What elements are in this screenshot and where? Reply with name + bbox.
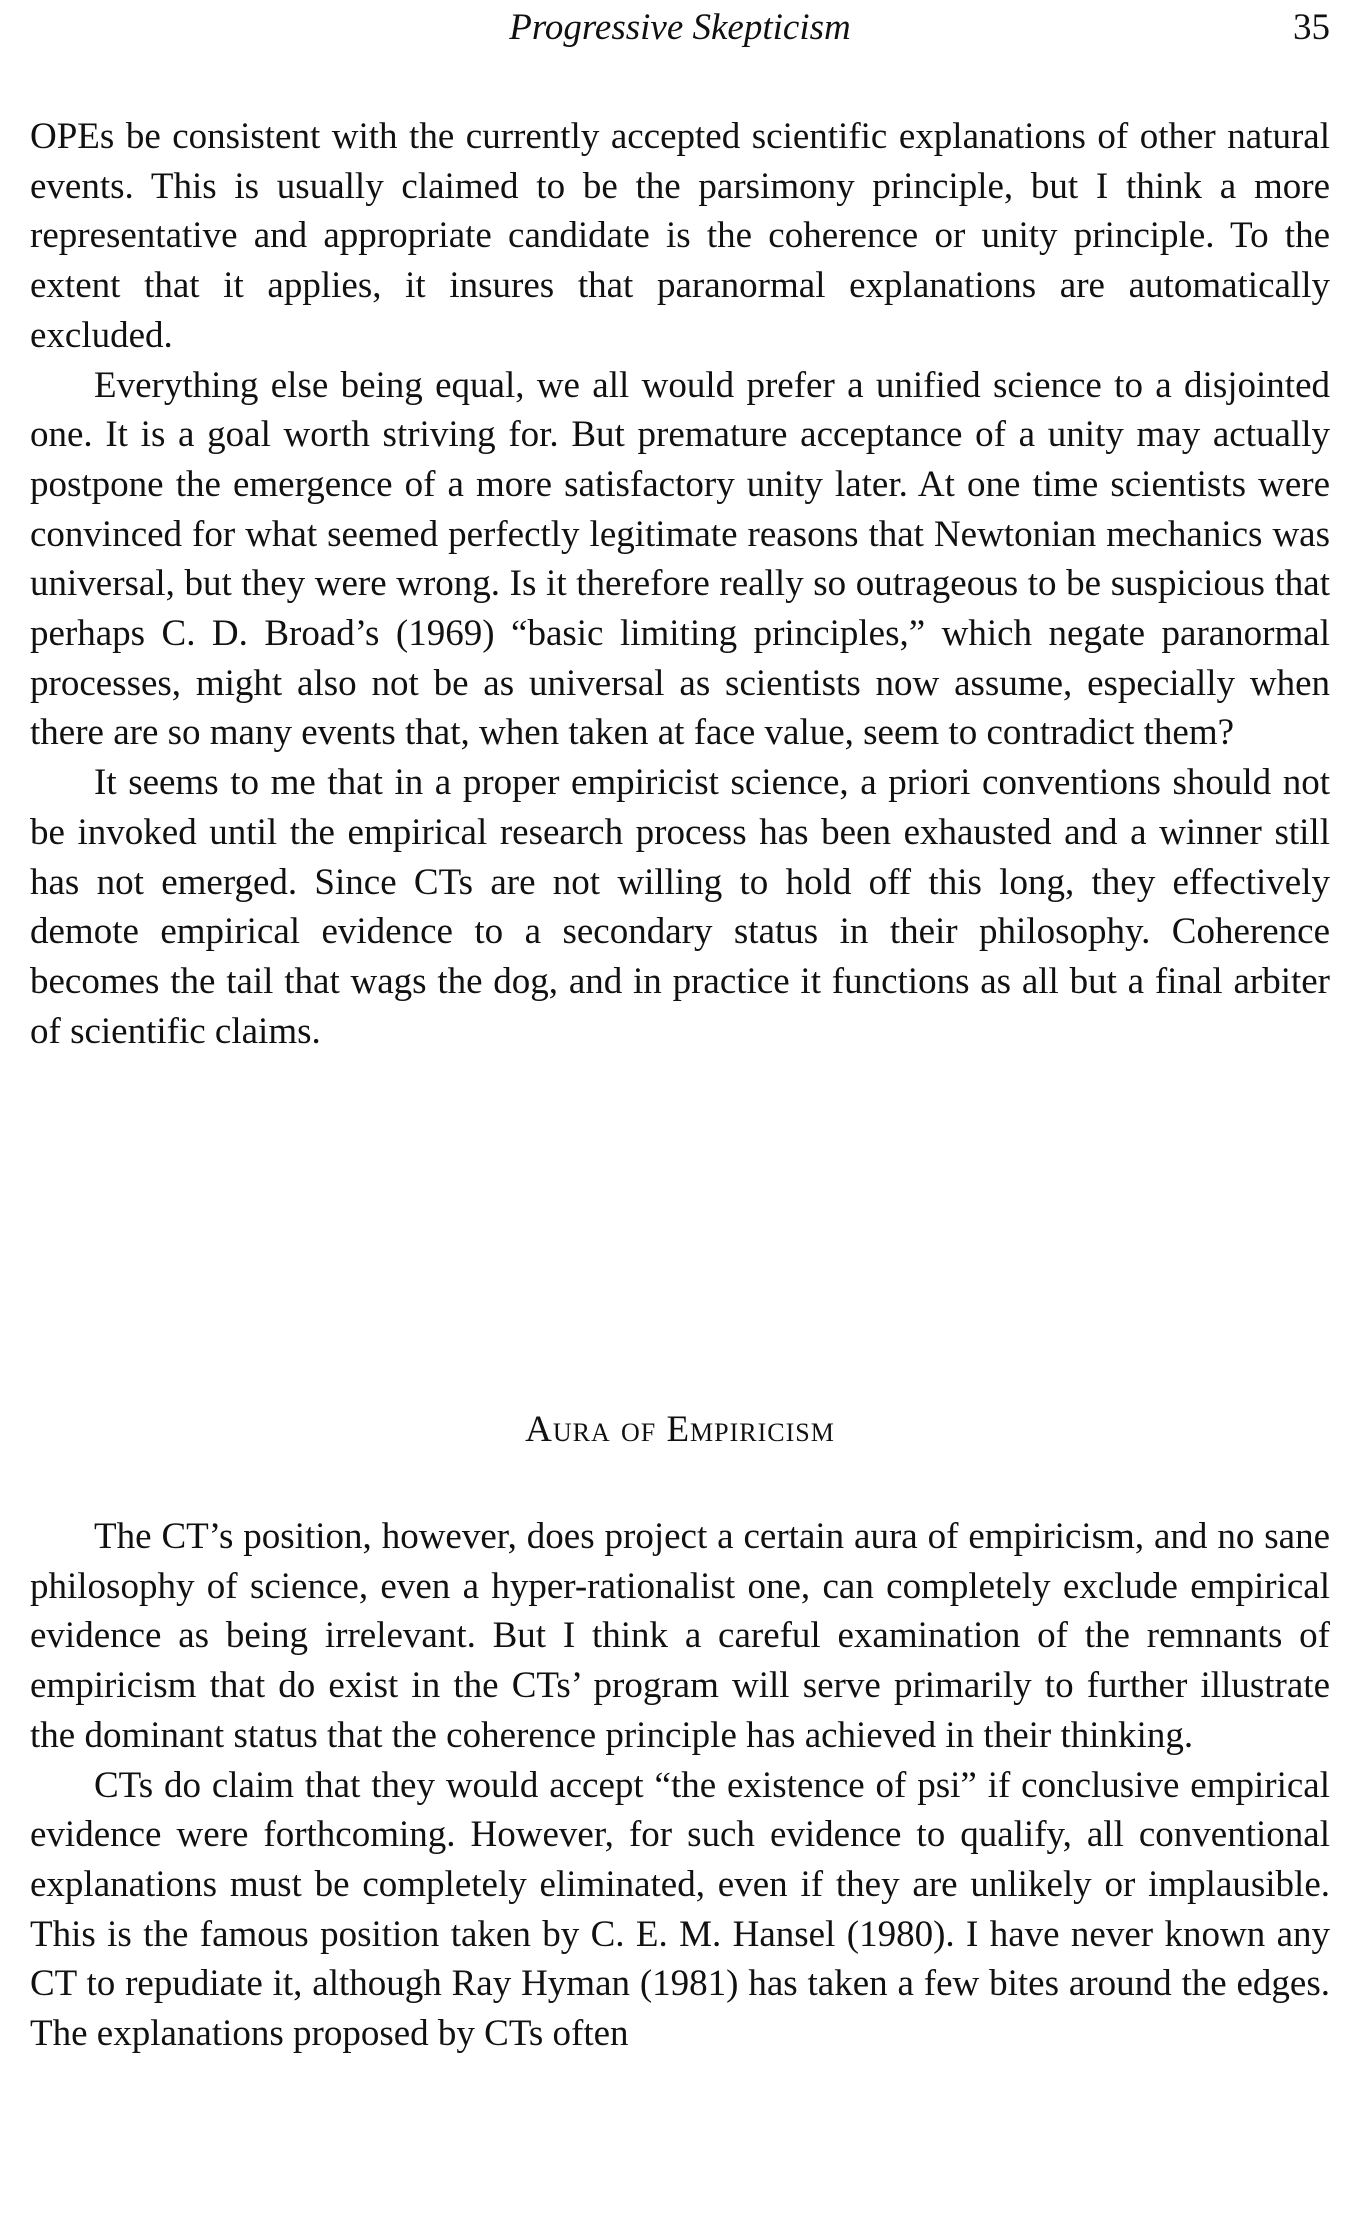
body-text-before-heading — [30, 112, 1330, 1056]
paragraph: The CT’s position, however, does project a certain aura of empiricism, and no sane philosophy of science, even a hyper-rationalist one, can completely exclude empirical evidence as being irrelevant. But I think a careful examination of the remnants of empiricism that do exist in the CTs’ program will serve primarily to further illustrate the dominant status that the coherence principle has achieved in their thinking. — [30, 1516, 1330, 1756]
page-number: 35 — [1293, 7, 1330, 48]
running-title: Progressive Skepticism — [509, 7, 851, 48]
paragraph: Everything else being equal, we all would prefer a unified science to a disjointed one. It is a goal worth striving for. But premature acceptance of a unity may actually postpone the emergence of a more satisfactory unity later. At one time scientists were convinced for what seemed perfectly legitimate reasons that Newtonian mechanics was universal, but they were wrong. Is it therefore really so outrageous to be suspicious that perhaps C. D. Broad’s (1969) “basic limiting principles,” which negate paranormal processes, might also not be as universal as scientists now assume, especially when there are so many events that, when taken at face value, seem to contradict them? — [30, 364, 1330, 754]
running-head — [30, 0, 1330, 60]
paragraph: CTs do claim that they would accept “the existence of psi” if conclusive empirical evidence were forthcoming. However, for such evidence to qualify, all conventional explanations must be completely eliminated, even if they are unlikely or implausible. This is the famous position taken by C. E. M. Hansel (1980). I have never known any CT to repudiate it, although Ray Hyman (1981) has taken a few bites around the edges. The explanations proposed by CTs often — [30, 1764, 1330, 2055]
section-heading: Aura of Empiricism — [525, 1409, 835, 1450]
paragraph: It seems to me that in a proper empiricist science, a priori conventions should not be invoked until the empirical research process has been exhausted and a winner still has not emerged. Since CTs are not willing to hold off this long, they effectively demote empirical evidence to a secondary status in their philosophy. Coherence becomes the tail that wags the dog, and in practice it functions as all but a final arbiter of scientific claims. — [30, 762, 1330, 1052]
paragraph-continued: OPEs be consistent with the currently accepted scientific explanations of other natural events. This is usually claimed to be the parsimony principle, but I think a more representative and appropriate candidate is the coherence or unity principle. To the extent that it applies, it insures that paranormal explanations are automatically excluded. — [30, 116, 1330, 356]
body-text-after-heading — [30, 1512, 1330, 2059]
